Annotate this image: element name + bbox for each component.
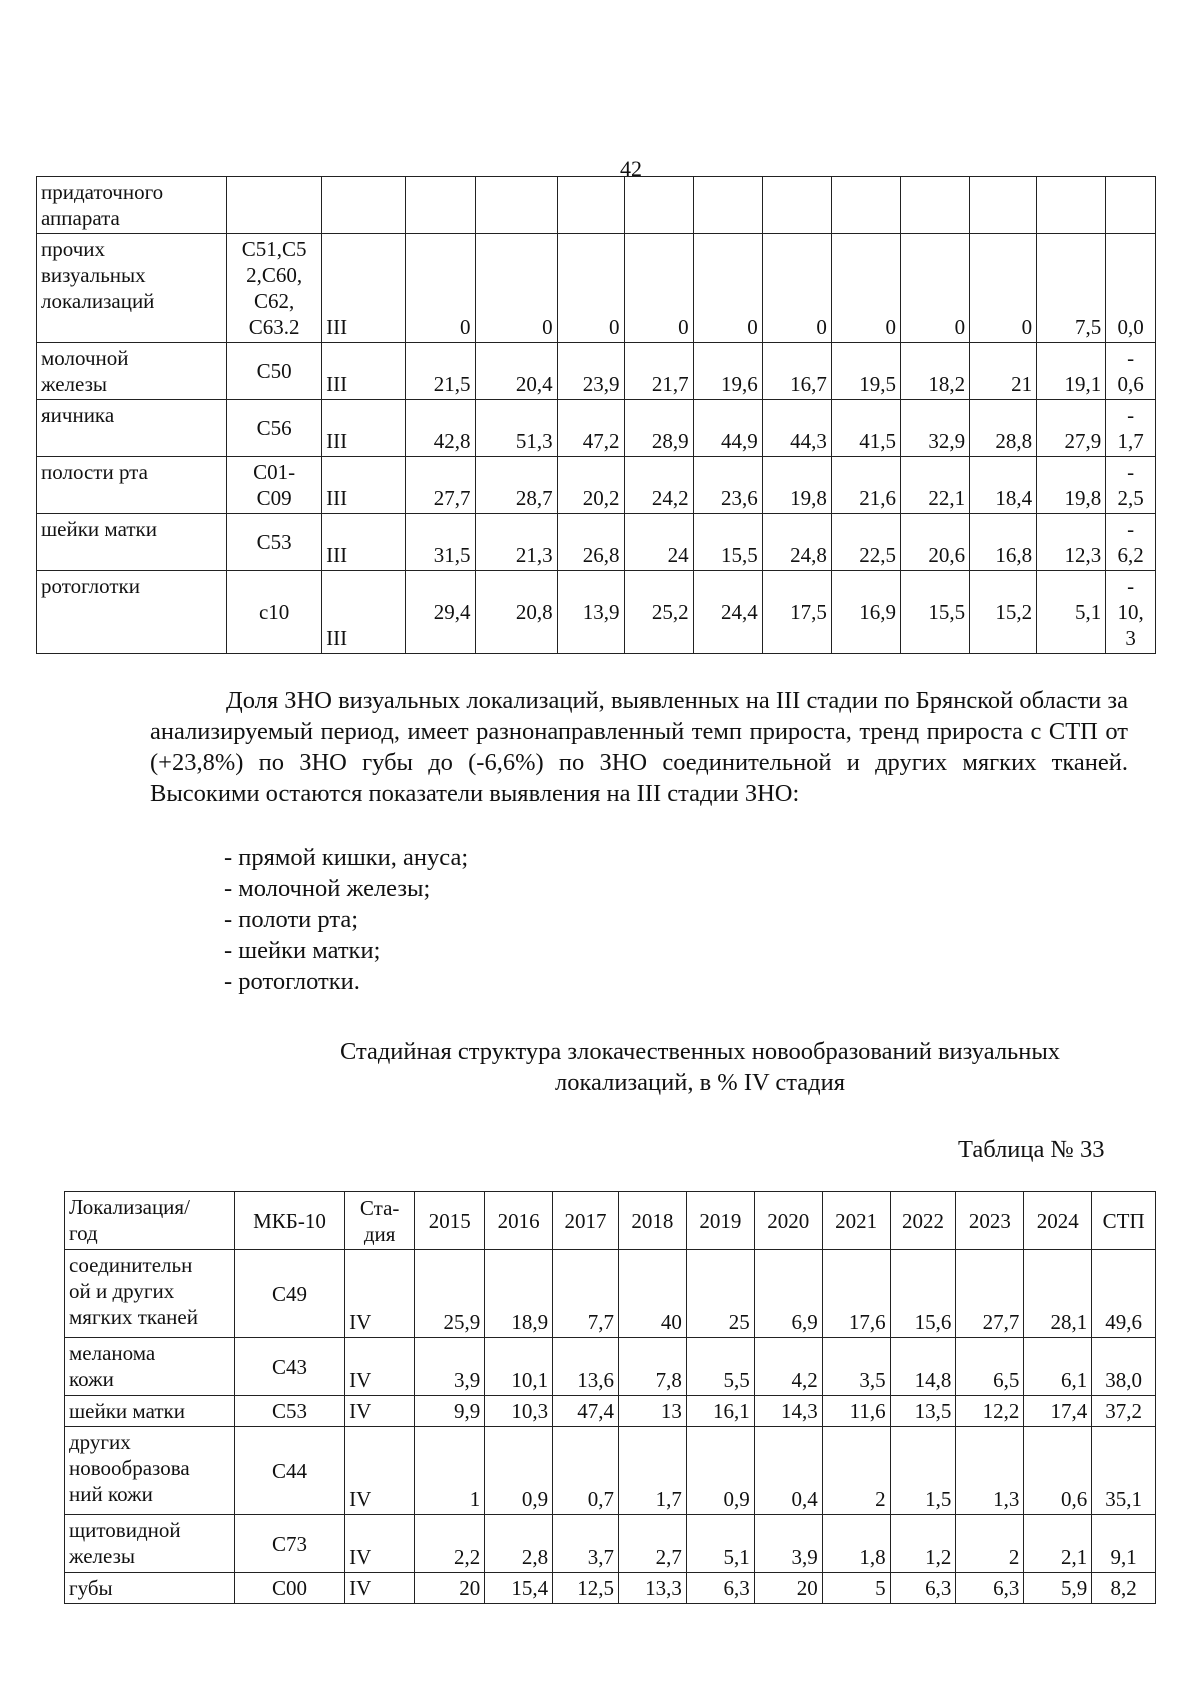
stage-iii-table-continued bbox=[36, 176, 1156, 654]
analysis-paragraph bbox=[150, 685, 1128, 809]
table-row bbox=[37, 571, 1156, 654]
value-cell: 5,5 bbox=[686, 1338, 754, 1396]
localization-cell: соединительн ой и других мягких тканей bbox=[65, 1250, 235, 1338]
value-cell: 5,9 bbox=[1024, 1573, 1092, 1604]
value-cell: 44,3 bbox=[762, 400, 831, 457]
localization-cell: шейки матки bbox=[37, 514, 227, 571]
stp-cell: - 6,2 bbox=[1106, 514, 1156, 571]
stp-cell: 37,2 bbox=[1092, 1396, 1156, 1427]
value-cell: 13,5 bbox=[890, 1396, 956, 1427]
stage-iv-table-body bbox=[65, 1250, 1156, 1604]
value-cell: 20,6 bbox=[901, 514, 970, 571]
column-header: МКБ-10 bbox=[234, 1192, 344, 1250]
value-cell: 16,7 bbox=[762, 343, 831, 400]
value-cell: 19,8 bbox=[1037, 457, 1106, 514]
value-cell: 41,5 bbox=[831, 400, 900, 457]
stage-iv-table bbox=[64, 1191, 1156, 1604]
value-cell: 14,8 bbox=[890, 1338, 956, 1396]
value-cell: 1,5 bbox=[890, 1427, 956, 1515]
stage-iii-table-body bbox=[37, 177, 1156, 654]
bullet-item: - молочной железы; bbox=[224, 875, 431, 902]
value-cell: 3,7 bbox=[553, 1515, 619, 1573]
paragraph-text: Доля ЗНО визуальных локализаций, выявленных на III стадии по Брянской области за анализируемый период, имеет разнонаправленный темп прироста, тренд прироста с СТП от (+23,8%) по ЗНО губы до (-6,6%) по ЗНО соединительной и других мягких тканей. Высокими остаются показатели выявления на III стадии ЗНО: bbox=[150, 687, 1128, 807]
stp-cell: 35,1 bbox=[1092, 1427, 1156, 1515]
value-cell: 17,5 bbox=[762, 571, 831, 654]
bullet-list bbox=[224, 842, 468, 997]
icd10-cell: С53 bbox=[227, 514, 322, 571]
value-cell: 23,6 bbox=[693, 457, 762, 514]
value-cell: 5,1 bbox=[1037, 571, 1106, 654]
value-cell: 19,8 bbox=[762, 457, 831, 514]
value-cell: 0 bbox=[831, 234, 900, 343]
icd10-cell: С50 bbox=[227, 343, 322, 400]
value-cell bbox=[831, 177, 900, 234]
value-cell: 0 bbox=[970, 234, 1037, 343]
value-cell: 23,9 bbox=[557, 343, 624, 400]
value-cell: 1,7 bbox=[618, 1427, 686, 1515]
stp-cell: 8,2 bbox=[1092, 1573, 1156, 1604]
value-cell: 15,2 bbox=[970, 571, 1037, 654]
value-cell: 13,3 bbox=[618, 1573, 686, 1604]
stp-cell bbox=[1106, 177, 1156, 234]
bullet-item: - прямой кишки, ануса; bbox=[224, 844, 469, 871]
value-cell: 17,6 bbox=[822, 1250, 890, 1338]
table-row bbox=[65, 1573, 1156, 1604]
value-cell: 18,2 bbox=[901, 343, 970, 400]
column-header: 2019 bbox=[686, 1192, 754, 1250]
column-header: Ста- дия bbox=[345, 1192, 415, 1250]
value-cell: 0,4 bbox=[754, 1427, 822, 1515]
localization-cell: губы bbox=[65, 1573, 235, 1604]
value-cell: 19,5 bbox=[831, 343, 900, 400]
table-row bbox=[37, 343, 1156, 400]
value-cell: 20,2 bbox=[557, 457, 624, 514]
value-cell: 20 bbox=[415, 1573, 485, 1604]
value-cell: 22,5 bbox=[831, 514, 900, 571]
value-cell: 0 bbox=[557, 234, 624, 343]
value-cell: 5 bbox=[822, 1573, 890, 1604]
value-cell: 51,3 bbox=[475, 400, 557, 457]
bullet-item: - полоти рта; bbox=[224, 906, 359, 933]
value-cell: 0,9 bbox=[485, 1427, 553, 1515]
page-number: 42 bbox=[620, 156, 642, 181]
value-cell: 14,3 bbox=[754, 1396, 822, 1427]
value-cell: 7,5 bbox=[1037, 234, 1106, 343]
stp-cell: - 0,6 bbox=[1106, 343, 1156, 400]
value-cell: 2,7 bbox=[618, 1515, 686, 1573]
stage-iv-table-header bbox=[65, 1192, 1156, 1250]
value-cell: 2,8 bbox=[485, 1515, 553, 1573]
column-header: 2021 bbox=[822, 1192, 890, 1250]
value-cell: 2 bbox=[956, 1515, 1024, 1573]
value-cell: 15,5 bbox=[693, 514, 762, 571]
table-row bbox=[37, 400, 1156, 457]
value-cell: 13,9 bbox=[557, 571, 624, 654]
localization-cell: ротоглотки bbox=[37, 571, 227, 654]
value-cell bbox=[624, 177, 693, 234]
stp-cell: - 10, 3 bbox=[1106, 571, 1156, 654]
localization-cell: других новообразова ний кожи bbox=[65, 1427, 235, 1515]
stage-cell: IV bbox=[345, 1515, 415, 1573]
value-cell: 0 bbox=[624, 234, 693, 343]
value-cell: 26,8 bbox=[557, 514, 624, 571]
value-cell: 24,2 bbox=[624, 457, 693, 514]
value-cell: 0 bbox=[475, 234, 557, 343]
value-cell bbox=[693, 177, 762, 234]
icd10-cell: С73 bbox=[234, 1515, 344, 1573]
table-number: Таблица № 33 bbox=[958, 1136, 1105, 1163]
value-cell: 5,1 bbox=[686, 1515, 754, 1573]
value-cell bbox=[762, 177, 831, 234]
value-cell bbox=[1037, 177, 1106, 234]
value-cell: 29,4 bbox=[406, 571, 475, 654]
stage-cell: IV bbox=[345, 1338, 415, 1396]
localization-cell: молочной железы bbox=[37, 343, 227, 400]
table-row bbox=[65, 1396, 1156, 1427]
table-row bbox=[65, 1338, 1156, 1396]
column-header: 2015 bbox=[415, 1192, 485, 1250]
value-cell: 32,9 bbox=[901, 400, 970, 457]
value-cell: 7,8 bbox=[618, 1338, 686, 1396]
column-header: 2018 bbox=[618, 1192, 686, 1250]
value-cell: 0,9 bbox=[686, 1427, 754, 1515]
icd10-cell: С01- С09 bbox=[227, 457, 322, 514]
stage-cell: III bbox=[322, 400, 406, 457]
stp-cell: - 1,7 bbox=[1106, 400, 1156, 457]
icd10-cell: С00 bbox=[234, 1573, 344, 1604]
stp-cell: 9,1 bbox=[1092, 1515, 1156, 1573]
table-row bbox=[37, 177, 1156, 234]
stage-cell: IV bbox=[345, 1573, 415, 1604]
column-header: 2017 bbox=[553, 1192, 619, 1250]
value-cell: 13,6 bbox=[553, 1338, 619, 1396]
value-cell: 21,5 bbox=[406, 343, 475, 400]
value-cell: 18,9 bbox=[485, 1250, 553, 1338]
value-cell: 0 bbox=[762, 234, 831, 343]
value-cell: 18,4 bbox=[970, 457, 1037, 514]
value-cell: 3,9 bbox=[415, 1338, 485, 1396]
value-cell: 15,6 bbox=[890, 1250, 956, 1338]
value-cell: 20 bbox=[754, 1573, 822, 1604]
value-cell: 0 bbox=[693, 234, 762, 343]
value-cell: 25,2 bbox=[624, 571, 693, 654]
value-cell: 27,9 bbox=[1037, 400, 1106, 457]
value-cell: 17,4 bbox=[1024, 1396, 1092, 1427]
stp-cell: 0,0 bbox=[1106, 234, 1156, 343]
localization-cell: полости рта bbox=[37, 457, 227, 514]
localization-cell: шейки матки bbox=[65, 1396, 235, 1427]
value-cell: 1 bbox=[415, 1427, 485, 1515]
icd10-cell: С51,С5 2,С60, С62, С63.2 bbox=[227, 234, 322, 343]
value-cell: 2 bbox=[822, 1427, 890, 1515]
value-cell: 6,1 bbox=[1024, 1338, 1092, 1396]
stage-cell: III bbox=[322, 457, 406, 514]
value-cell: 24,8 bbox=[762, 514, 831, 571]
stage-cell bbox=[322, 177, 406, 234]
value-cell: 24,4 bbox=[693, 571, 762, 654]
icd10-cell bbox=[227, 177, 322, 234]
value-cell: 3,5 bbox=[822, 1338, 890, 1396]
value-cell: 4,2 bbox=[754, 1338, 822, 1396]
value-cell: 27,7 bbox=[406, 457, 475, 514]
value-cell: 2,2 bbox=[415, 1515, 485, 1573]
value-cell: 44,9 bbox=[693, 400, 762, 457]
value-cell: 1,2 bbox=[890, 1515, 956, 1573]
stage-cell: III bbox=[322, 234, 406, 343]
value-cell: 15,4 bbox=[485, 1573, 553, 1604]
value-cell: 19,6 bbox=[693, 343, 762, 400]
value-cell: 0,6 bbox=[1024, 1427, 1092, 1515]
stage-cell: III bbox=[322, 571, 406, 654]
value-cell: 20,8 bbox=[475, 571, 557, 654]
value-cell bbox=[970, 177, 1037, 234]
value-cell: 15,5 bbox=[901, 571, 970, 654]
value-cell: 7,7 bbox=[553, 1250, 619, 1338]
icd10-cell: с10 bbox=[227, 571, 322, 654]
table-caption: Стадийная структура злокачественных новообразований визуальных локализаций, в % IV стадия bbox=[339, 1038, 1061, 1096]
table-row bbox=[37, 514, 1156, 571]
stage-cell: III bbox=[322, 343, 406, 400]
column-header: Локализация/ год bbox=[65, 1192, 235, 1250]
column-header: 2020 bbox=[754, 1192, 822, 1250]
icd10-cell: С53 bbox=[234, 1396, 344, 1427]
value-cell: 21,6 bbox=[831, 457, 900, 514]
table-row bbox=[37, 457, 1156, 514]
value-cell: 28,9 bbox=[624, 400, 693, 457]
localization-cell: щитовидной железы bbox=[65, 1515, 235, 1573]
value-cell: 21,7 bbox=[624, 343, 693, 400]
table-row bbox=[37, 234, 1156, 343]
value-cell: 1,8 bbox=[822, 1515, 890, 1573]
value-cell: 20,4 bbox=[475, 343, 557, 400]
bullet-item: - ротоглотки. bbox=[224, 968, 360, 995]
localization-cell: меланома кожи bbox=[65, 1338, 235, 1396]
value-cell: 0 bbox=[901, 234, 970, 343]
value-cell: 6,9 bbox=[754, 1250, 822, 1338]
value-cell: 25,9 bbox=[415, 1250, 485, 1338]
value-cell: 47,4 bbox=[553, 1396, 619, 1427]
table-row bbox=[65, 1250, 1156, 1338]
value-cell: 10,3 bbox=[485, 1396, 553, 1427]
value-cell: 28,1 bbox=[1024, 1250, 1092, 1338]
value-cell: 1,3 bbox=[956, 1427, 1024, 1515]
value-cell: 24 bbox=[624, 514, 693, 571]
value-cell: 27,7 bbox=[956, 1250, 1024, 1338]
value-cell: 11,6 bbox=[822, 1396, 890, 1427]
header-row bbox=[65, 1192, 1156, 1250]
value-cell: 42,8 bbox=[406, 400, 475, 457]
value-cell bbox=[406, 177, 475, 234]
value-cell: 22,1 bbox=[901, 457, 970, 514]
value-cell: 6,3 bbox=[956, 1573, 1024, 1604]
value-cell: 6,3 bbox=[890, 1573, 956, 1604]
table-row bbox=[65, 1427, 1156, 1515]
value-cell: 10,1 bbox=[485, 1338, 553, 1396]
stp-cell: - 2,5 bbox=[1106, 457, 1156, 514]
value-cell: 28,8 bbox=[970, 400, 1037, 457]
value-cell bbox=[475, 177, 557, 234]
value-cell: 47,2 bbox=[557, 400, 624, 457]
column-header: 2024 bbox=[1024, 1192, 1092, 1250]
value-cell bbox=[557, 177, 624, 234]
value-cell: 31,5 bbox=[406, 514, 475, 571]
value-cell: 2,1 bbox=[1024, 1515, 1092, 1573]
stage-cell: IV bbox=[345, 1250, 415, 1338]
value-cell bbox=[901, 177, 970, 234]
icd10-cell: С56 bbox=[227, 400, 322, 457]
value-cell: 6,3 bbox=[686, 1573, 754, 1604]
value-cell: 28,7 bbox=[475, 457, 557, 514]
column-header: 2022 bbox=[890, 1192, 956, 1250]
column-header: 2016 bbox=[485, 1192, 553, 1250]
icd10-cell: С44 bbox=[234, 1427, 344, 1515]
icd10-cell: С49 bbox=[234, 1250, 344, 1338]
value-cell: 3,9 bbox=[754, 1515, 822, 1573]
stage-cell: III bbox=[322, 514, 406, 571]
stp-cell: 38,0 bbox=[1092, 1338, 1156, 1396]
column-header: 2023 bbox=[956, 1192, 1024, 1250]
column-header: СТП bbox=[1092, 1192, 1156, 1250]
value-cell: 12,3 bbox=[1037, 514, 1106, 571]
value-cell: 16,8 bbox=[970, 514, 1037, 571]
localization-cell: прочих визуальных локализаций bbox=[37, 234, 227, 343]
value-cell: 6,5 bbox=[956, 1338, 1024, 1396]
value-cell: 40 bbox=[618, 1250, 686, 1338]
value-cell: 0 bbox=[406, 234, 475, 343]
stage-cell: IV bbox=[345, 1427, 415, 1515]
value-cell: 21 bbox=[970, 343, 1037, 400]
value-cell: 25 bbox=[686, 1250, 754, 1338]
value-cell: 16,9 bbox=[831, 571, 900, 654]
localization-cell: придаточного аппарата bbox=[37, 177, 227, 234]
value-cell: 9,9 bbox=[415, 1396, 485, 1427]
icd10-cell: С43 bbox=[234, 1338, 344, 1396]
table-row bbox=[65, 1515, 1156, 1573]
value-cell: 12,5 bbox=[553, 1573, 619, 1604]
value-cell: 16,1 bbox=[686, 1396, 754, 1427]
bullet-item: - шейки матки; bbox=[224, 937, 381, 964]
value-cell: 21,3 bbox=[475, 514, 557, 571]
stage-cell: IV bbox=[345, 1396, 415, 1427]
stp-cell: 49,6 bbox=[1092, 1250, 1156, 1338]
value-cell: 19,1 bbox=[1037, 343, 1106, 400]
localization-cell: яичника bbox=[37, 400, 227, 457]
value-cell: 0,7 bbox=[553, 1427, 619, 1515]
value-cell: 12,2 bbox=[956, 1396, 1024, 1427]
value-cell: 13 bbox=[618, 1396, 686, 1427]
